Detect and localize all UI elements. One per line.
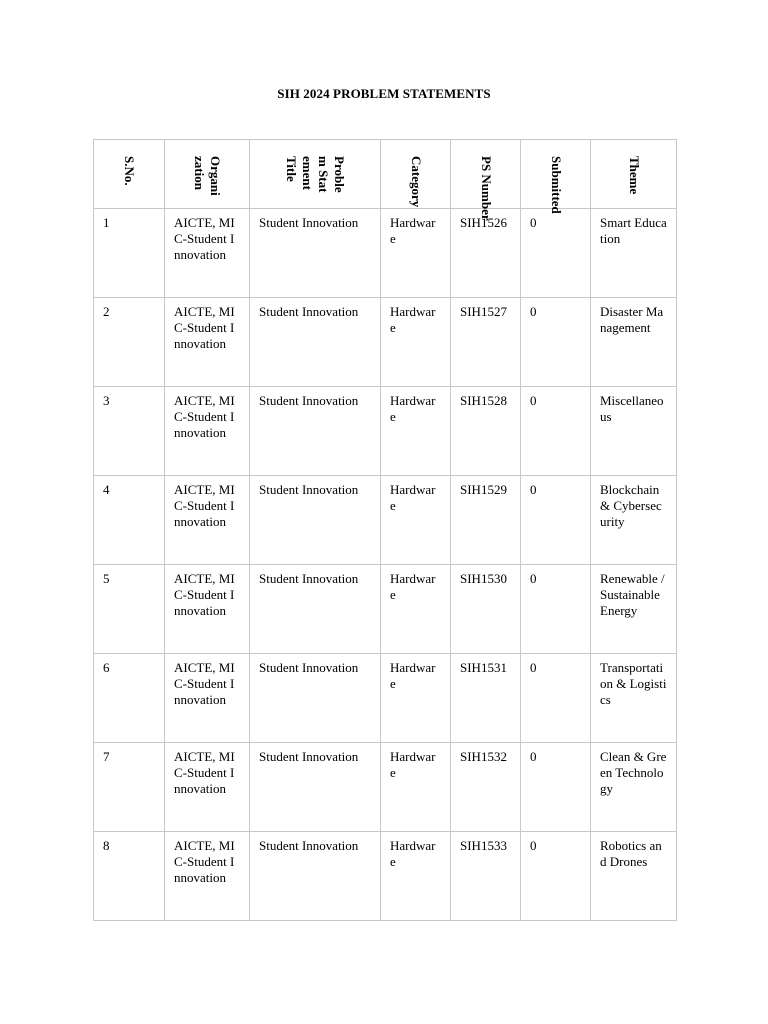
header-category: Category: [408, 156, 424, 208]
cell-sno: 5: [94, 565, 165, 654]
cell-title: Student Innovation: [250, 209, 381, 298]
header-submitted: Submitted: [548, 156, 564, 214]
header-cell-title: [250, 140, 381, 209]
cell-category: Hardware: [381, 565, 451, 654]
header-sno: S.No.: [122, 156, 137, 186]
table-row: [94, 387, 677, 476]
header-organization: Organization: [192, 156, 223, 196]
header-problem-statement-title: Problem Statement Title: [284, 156, 347, 193]
cell-theme: Blockchain & Cybersecurity: [591, 476, 677, 565]
cell-ps-number: SIH1530: [451, 565, 521, 654]
cell-submitted: 0: [521, 743, 591, 832]
header-cell-sno: [94, 140, 165, 209]
cell-ps-number: SIH1533: [451, 832, 521, 921]
header-cell-organization: [165, 140, 250, 209]
header-ps-number: PS Number: [478, 156, 494, 221]
cell-title: Student Innovation: [250, 832, 381, 921]
cell-ps-number: SIH1528: [451, 387, 521, 476]
header-cell-theme: [591, 140, 677, 209]
cell-category: Hardware: [381, 298, 451, 387]
cell-category: Hardware: [381, 743, 451, 832]
cell-organization: AICTE, MIC-Student Innovation: [165, 654, 250, 743]
table-row: [94, 565, 677, 654]
cell-ps-number: SIH1526: [451, 209, 521, 298]
cell-ps-number: SIH1532: [451, 743, 521, 832]
cell-theme: Disaster Management: [591, 298, 677, 387]
cell-category: Hardware: [381, 832, 451, 921]
cell-category: Hardware: [381, 387, 451, 476]
cell-title: Student Innovation: [250, 387, 381, 476]
table-row: [94, 209, 677, 298]
header-row: [94, 140, 677, 209]
cell-sno: 2: [94, 298, 165, 387]
page-title: SIH 2024 PROBLEM STATEMENTS: [277, 86, 491, 101]
header-cell-ps-number: [451, 140, 521, 221]
cell-sno: 1: [94, 209, 165, 298]
cell-organization: AICTE, MIC-Student Innovation: [165, 298, 250, 387]
cell-organization: AICTE, MIC-Student Innovation: [165, 832, 250, 921]
cell-theme: Robotics and Drones: [591, 832, 677, 921]
header-cell-category: [381, 140, 451, 209]
table-row: [94, 832, 677, 921]
cell-theme: Clean & Green Technology: [591, 743, 677, 832]
cell-title: Student Innovation: [250, 298, 381, 387]
cell-organization: AICTE, MIC-Student Innovation: [165, 476, 250, 565]
table-row: [94, 476, 677, 565]
cell-sno: 3: [94, 387, 165, 476]
cell-submitted: 0: [521, 832, 591, 921]
cell-ps-number: SIH1529: [451, 476, 521, 565]
cell-sno: 7: [94, 743, 165, 832]
cell-category: Hardware: [381, 654, 451, 743]
cell-sno: 4: [94, 476, 165, 565]
header-cell-submitted: [521, 140, 591, 214]
cell-submitted: 0: [521, 565, 591, 654]
cell-title: Student Innovation: [250, 476, 381, 565]
cell-theme: Miscellaneous: [591, 387, 677, 476]
cell-ps-number: SIH1531: [451, 654, 521, 743]
cell-submitted: 0: [521, 476, 591, 565]
cell-organization: AICTE, MIC-Student Innovation: [165, 209, 250, 298]
cell-theme: Transportation & Logistics: [591, 654, 677, 743]
cell-sno: 8: [94, 832, 165, 921]
cell-category: Hardware: [381, 476, 451, 565]
header-theme: Theme: [626, 156, 642, 195]
cell-organization: AICTE, MIC-Student Innovation: [165, 387, 250, 476]
cell-organization: AICTE, MIC-Student Innovation: [165, 565, 250, 654]
table-row: [94, 743, 677, 832]
cell-title: Student Innovation: [250, 654, 381, 743]
cell-submitted: 0: [521, 209, 591, 298]
cell-title: Student Innovation: [250, 565, 381, 654]
cell-ps-number: SIH1527: [451, 298, 521, 387]
cell-organization: AICTE, MIC-Student Innovation: [165, 743, 250, 832]
cell-submitted: 0: [521, 298, 591, 387]
cell-sno: 6: [94, 654, 165, 743]
cell-theme: Smart Education: [591, 209, 677, 298]
cell-title: Student Innovation: [250, 743, 381, 832]
cell-submitted: 0: [521, 654, 591, 743]
table-row: [94, 298, 677, 387]
cell-submitted: 0: [521, 387, 591, 476]
cell-category: Hardware: [381, 209, 451, 298]
cell-theme: Renewable / Sustainable Energy: [591, 565, 677, 654]
table-row: [94, 654, 677, 743]
problem-statements-table: [93, 139, 677, 921]
